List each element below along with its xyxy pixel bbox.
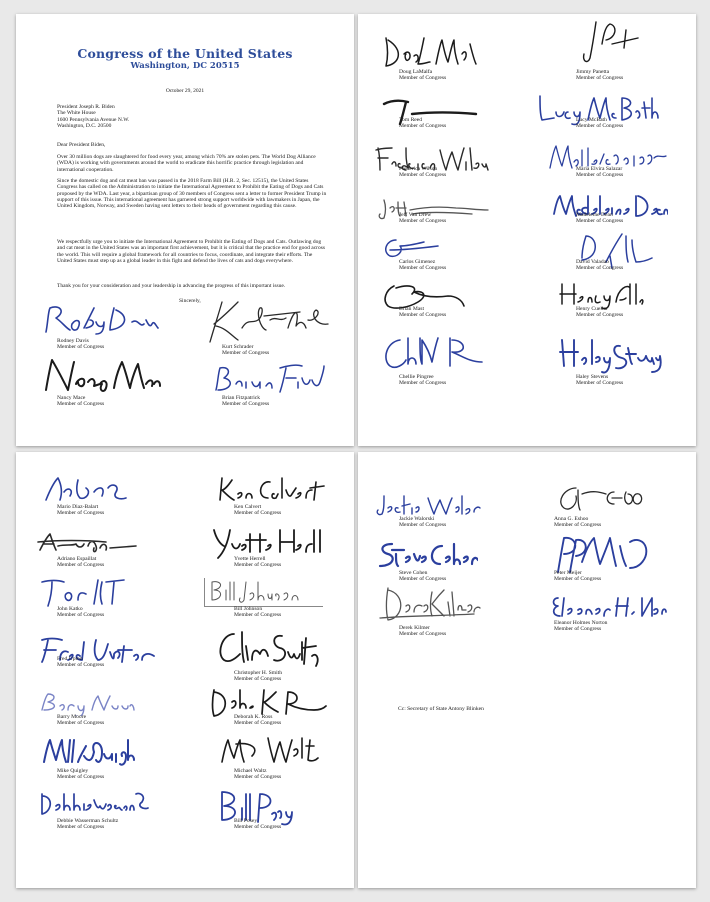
signer-block xyxy=(399,516,446,529)
signature-jimmy-panetta xyxy=(576,18,646,66)
signer-name: Adriano Espaillat xyxy=(57,556,97,562)
signature-brian-fitzpatrick xyxy=(210,360,330,398)
signer-role: Member of Congress xyxy=(576,172,624,179)
closing: Sincerely, xyxy=(179,298,201,304)
signer-name: Brian Mast xyxy=(399,306,425,312)
signature-eleanor-holmes-norton xyxy=(548,592,668,620)
signer-name: Tom Reed xyxy=(399,117,423,123)
signer-name: Mario Diaz-Balart xyxy=(57,504,99,510)
signer-name: Christopher H. Smith xyxy=(234,670,283,676)
signer-name: David Valadao xyxy=(576,259,609,265)
signer-role: Member of Congress xyxy=(234,676,282,683)
signer-role: Member of Congress xyxy=(57,662,105,669)
signer-name: Eleanor Holmes Norton xyxy=(554,620,608,626)
signature-yvette-herrell xyxy=(208,524,328,560)
signer-role: Member of Congress xyxy=(57,510,105,517)
signer-block xyxy=(57,395,104,408)
signer-role: Member of Congress xyxy=(576,75,624,82)
signer-name: Brian Fitzpatrick xyxy=(222,395,261,401)
signature-mario-diaz-balart xyxy=(40,472,140,504)
signer-block xyxy=(576,212,623,225)
signer-name: Steve Cohen xyxy=(399,570,428,576)
signer-role: Member of Congress xyxy=(399,631,447,638)
signer-name: Michael Waltz xyxy=(234,768,267,774)
signature-adriano-espaillat xyxy=(36,528,144,556)
letter-page-3 xyxy=(16,452,354,888)
signer-role: Member of Congress xyxy=(234,612,282,619)
signer-name: Rodney Davis xyxy=(57,338,89,344)
signer-block xyxy=(222,395,269,408)
letterhead-title: Congress of the United States xyxy=(77,46,293,61)
signer-role: Member of Congress xyxy=(399,380,447,387)
signer-role: Member of Congress xyxy=(57,344,105,351)
signer-block xyxy=(399,212,446,225)
signer-name: John Katko xyxy=(57,606,83,612)
signer-name: Lucy McBath xyxy=(576,117,607,123)
signer-name: Jimmy Panetta xyxy=(576,69,610,75)
signer-block xyxy=(554,516,601,529)
signer-role: Member of Congress xyxy=(576,265,624,272)
signer-block xyxy=(399,306,446,319)
signer-name: Fred Upton xyxy=(57,656,83,662)
signer-role: Member of Congress xyxy=(576,123,624,130)
signer-role: Member of Congress xyxy=(234,720,282,727)
signer-block xyxy=(576,69,623,82)
signer-name: Debbie Wasserman Schultz xyxy=(57,818,119,824)
signature-doug-lamalfa xyxy=(380,34,480,68)
signature-bill-johnson xyxy=(206,576,324,604)
signer-block xyxy=(399,374,446,387)
signer-role: Member of Congress xyxy=(399,75,447,82)
signer-block xyxy=(234,556,281,569)
signer-role: Member of Congress xyxy=(576,218,624,225)
signer-block xyxy=(57,656,104,669)
signer-block xyxy=(57,556,104,569)
signer-block xyxy=(234,768,281,781)
signer-name: Madeleine Dean xyxy=(576,212,613,218)
signer-name: Barry Moore xyxy=(57,714,87,720)
signer-name: Chellie Pingree xyxy=(399,374,434,380)
signer-name: Jeff Van Drew xyxy=(399,212,432,218)
signer-role: Member of Congress xyxy=(57,824,105,831)
body-paragraph-1: Over 30 million dogs are slaughtered for food every year, among which 70% are stolen pets. The World Dog Alliance (WDA) is working with governments around the world to eradicate this horrific practice through legislation and international cooperation. xyxy=(57,154,316,173)
signer-block xyxy=(399,625,446,638)
signer-name: Doug LaMalfa xyxy=(399,69,433,75)
signature-barry-moore xyxy=(38,688,138,716)
signer-name: Carlos Gimenez xyxy=(399,259,436,265)
letterhead-subtitle: Washington, DC 20515 xyxy=(130,61,240,71)
signer-role: Member of Congress xyxy=(57,720,105,727)
signature-rodney-davis xyxy=(40,302,160,338)
signer-role: Member of Congress xyxy=(222,350,270,357)
salutation: Dear President Biden, xyxy=(57,142,106,148)
signer-block xyxy=(399,570,446,583)
signer-name: Kurt Schrader xyxy=(222,344,254,350)
signer-name: Anna G. Eshoo xyxy=(554,516,589,522)
signer-role: Member of Congress xyxy=(399,218,447,225)
signature-haley-stevens xyxy=(556,332,664,376)
signer-name: Henry Cuellar xyxy=(576,306,608,312)
signer-block xyxy=(576,117,623,130)
signer-role: Member of Congress xyxy=(234,824,282,831)
signature-michael-waltz xyxy=(216,732,320,768)
signer-block xyxy=(399,259,446,272)
signature-john-katko xyxy=(38,574,138,608)
signer-role: Member of Congress xyxy=(399,172,447,179)
signer-block xyxy=(576,374,623,387)
signer-block xyxy=(234,504,281,517)
signer-block xyxy=(399,69,446,82)
signature-chellie-pingree xyxy=(378,332,490,374)
signer-block xyxy=(57,818,118,831)
signer-name: Derek Kilmer xyxy=(399,625,430,631)
signer-role: Member of Congress xyxy=(57,562,105,569)
letter-date: October 29, 2021 xyxy=(165,88,205,94)
address-line: Washington, D.C. 20500 xyxy=(57,122,112,129)
signer-role: Member of Congress xyxy=(57,774,105,781)
body-paragraph-4: Thank you for your consideration and your leadership in advancing the progress of this important issue. xyxy=(57,283,286,289)
signature-kurt-schrader xyxy=(204,298,334,344)
signer-role: Member of Congress xyxy=(234,562,282,569)
signature-derek-kilmer xyxy=(374,582,482,626)
signer-role: Member of Congress xyxy=(576,312,624,319)
signer-block xyxy=(554,620,607,633)
signer-block xyxy=(554,570,601,583)
signer-role: Member of Congress xyxy=(234,774,282,781)
signer-name: Bill Posey xyxy=(234,818,258,824)
signer-name: Yvette Herrell xyxy=(234,556,266,562)
signer-role: Member of Congress xyxy=(399,576,447,583)
signer-block xyxy=(234,714,281,727)
recipient-address xyxy=(57,104,129,129)
signer-block xyxy=(399,117,446,130)
signature-debbie-wasserman-schultz xyxy=(36,786,152,820)
cc-line: Cc: Secretary of State Antony Blinken xyxy=(398,706,484,712)
signer-role: Member of Congress xyxy=(554,626,602,633)
signer-block xyxy=(57,504,104,517)
signature-ken-calvert xyxy=(212,472,326,504)
signer-role: Member of Congress xyxy=(554,522,602,529)
signer-role: Member of Congress xyxy=(57,401,105,408)
signature-mike-quigley xyxy=(40,732,140,768)
signer-block xyxy=(234,818,281,831)
signer-block xyxy=(234,606,281,619)
signer-name: Bill Johnson xyxy=(234,606,263,612)
signer-block xyxy=(57,606,104,619)
signature-nancy-mace xyxy=(42,354,162,394)
signer-role: Member of Congress xyxy=(399,265,447,272)
signer-role: Member of Congress xyxy=(399,123,447,130)
address-line: 1600 Pennsylvania Avenue N.W. xyxy=(57,116,130,123)
address-line: The White House xyxy=(57,110,96,117)
signer-role: Member of Congress xyxy=(554,576,602,583)
signer-role: Member of Congress xyxy=(399,522,447,529)
body-paragraph-3: We respectfully urge you to initiate the International Agreement to Prohibit the Eating of Dogs and Cats. Outlawing dog and cat meat in the United States was an important first achievement, but it is critical that the practice end for good across the world. This will require a global framework for all countries to focus, coordinate, and integrate their efforts. The United States must step up as a global leader in this fight and defend the lives of cats and dogs everywhere. xyxy=(57,239,326,264)
signer-role: Member of Congress xyxy=(576,380,624,387)
signer-name: Maria Elvira Salazar xyxy=(576,166,623,172)
signer-role: Member of Congress xyxy=(399,312,447,319)
signer-role: Member of Congress xyxy=(222,401,270,408)
signer-name: Nancy Mace xyxy=(57,395,86,401)
signature-steve-cohen xyxy=(374,538,478,572)
body-paragraph-2: Since the domestic dog and cat meat ban was passed in the 2018 Farm Bill (H.R. 2, Sec. 12515), the United States Congress has called on the Administration to initiate the International Agreement to Prohibit the Eating of Dogs and Cats proposed by the WDA. Last year, a bipartisan group of 30 members of Congress sent a letter to former President Trump in support of this issue. This international agreement has garnered strong support worldwide with lawmakers in Japan, the United Kingdom, Norway, and Sweden having sent letters to their heads of government regarding this cause. xyxy=(57,178,327,210)
signer-block xyxy=(399,166,446,179)
signer-name: Mike Quigley xyxy=(57,768,89,774)
signer-role: Member of Congress xyxy=(57,612,105,619)
address-line: President Joseph R. Biden xyxy=(57,104,115,110)
signer-name: Haley Stevens xyxy=(576,374,609,380)
signer-name: Jackie Walorski xyxy=(399,516,435,522)
signer-block xyxy=(576,306,623,319)
signer-role: Member of Congress xyxy=(234,510,282,517)
signer-block xyxy=(57,338,104,351)
signer-block xyxy=(57,714,104,727)
signer-name: Ken Calvert xyxy=(234,504,262,510)
signature-anna-g-eshoo xyxy=(552,482,646,516)
signer-block xyxy=(576,166,623,179)
signer-name: Deborah K. Ross xyxy=(234,714,273,720)
signer-block xyxy=(57,768,104,781)
signature-christopher-h-smith xyxy=(212,626,324,670)
letter-page-2 xyxy=(358,14,696,446)
signer-block xyxy=(234,670,282,683)
signer-name: Frederica Wilson xyxy=(399,166,438,172)
letter-page-1 xyxy=(16,14,354,446)
signer-block xyxy=(222,344,269,357)
signer-name: Peter Meijer xyxy=(554,570,582,576)
signer-block xyxy=(576,259,623,272)
letter-page-4 xyxy=(358,452,696,888)
signature-jackie-walorski xyxy=(372,492,482,518)
